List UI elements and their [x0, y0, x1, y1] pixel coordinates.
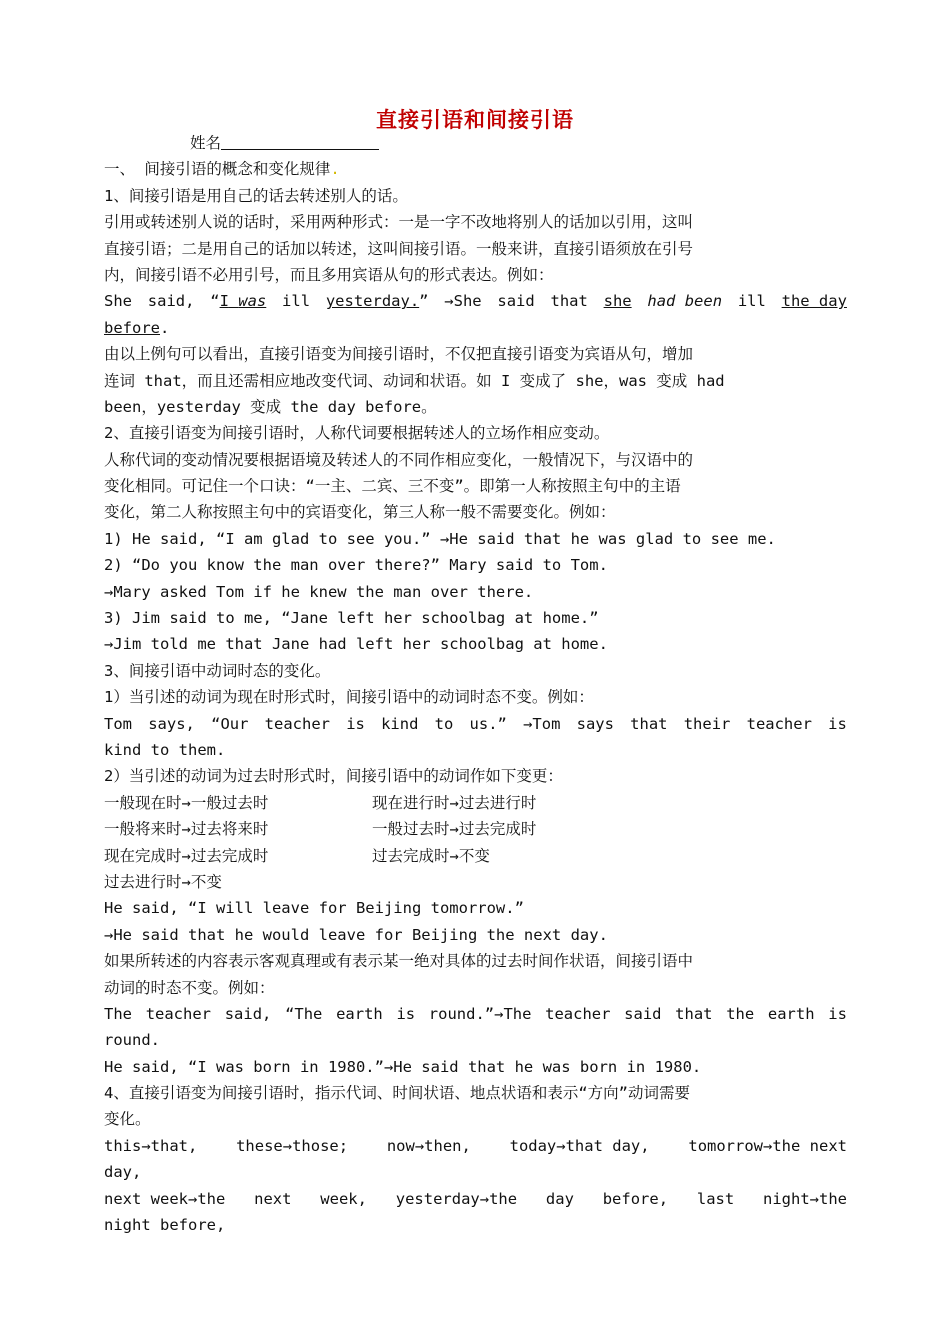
- word: that: [675, 1004, 713, 1023]
- word: their: [683, 714, 731, 733]
- section-heading: 一、 间接引语的概念和变化规律.: [104, 160, 340, 179]
- word: last: [696, 1189, 735, 1208]
- example-line: [104, 1186, 847, 1212]
- word: “The: [285, 1004, 323, 1023]
- tense-left: 一般现在时→一般过去时: [104, 793, 269, 812]
- tense-right: 过去完成时→不变: [372, 846, 490, 865]
- name-field-row: [104, 130, 847, 156]
- word: yesterday→the: [395, 1189, 518, 1208]
- word: next week→the: [104, 1189, 226, 1208]
- example-line: [104, 1001, 847, 1027]
- example-line: [104, 1133, 847, 1159]
- subsection-title: 变化。: [104, 1110, 151, 1129]
- tense-left: 过去进行时→不变: [104, 872, 222, 891]
- paragraph-line: 2）当引述的动词为过去时形式时，间接引语中的动词作如下变更：: [104, 767, 563, 786]
- word: day: [545, 1189, 574, 1208]
- example-line: →He said that he would leave for Beijing the next day.: [104, 925, 608, 944]
- subsection-title: 4、直接引语变为间接引语时，指示代词、时间状语、地点状语和表示“方向”动词需要: [104, 1084, 690, 1103]
- example-line: round.: [104, 1031, 160, 1050]
- word: today→that day,: [509, 1136, 650, 1155]
- word: to: [434, 714, 454, 733]
- word: said,: [224, 1004, 272, 1023]
- paragraph-line: been，yesterday 变成 the day before。: [104, 397, 437, 416]
- example-line: 2) “Do you know the man over there?” Mary said to Tom.: [104, 556, 608, 575]
- word: night→the: [763, 1189, 847, 1208]
- paragraph-line: 连词 that，而且还需相应地改变代词、动词和状语。如 I 变成了 she，was 变成 had: [104, 371, 725, 390]
- tense-row: [104, 843, 847, 869]
- word: is: [346, 714, 365, 733]
- document-body: [104, 130, 847, 1238]
- paragraph-line: 动词的时态不变。例如：: [104, 978, 275, 997]
- word: us.”: [469, 714, 507, 733]
- example-line: before.: [104, 318, 170, 337]
- word: next: [254, 1189, 292, 1208]
- example-line: 1) He said, “I am glad to see you.” →He said that he was glad to see me.: [104, 529, 776, 548]
- paragraph-line: 人称代词的变动情况要根据语境及转述人的不同作相应变化，一般情况下，与汉语中的: [104, 450, 694, 469]
- word: now→then,: [386, 1136, 471, 1155]
- paragraph-line: 如果所转述的内容表示客观真理或有表示某一绝对具体的过去时间作状语，间接引语中: [104, 952, 694, 971]
- word: tomorrow→the next: [688, 1136, 847, 1155]
- example-line: →Mary asked Tom if he knew the man over there.: [104, 582, 534, 601]
- word: Tom: [104, 714, 132, 733]
- example-line: kind to them.: [104, 740, 226, 759]
- word: “Our: [211, 714, 249, 733]
- example-line: 3) Jim said to me, “Jane left her schoolbag at home.”: [104, 609, 599, 628]
- paragraph-line: 直接引语；二是用自己的话加以转述，这叫间接引语。一般来讲，直接引语须放在引号: [104, 239, 694, 258]
- example-line: He said, “I was born in 1980.”→He said that he was born in 1980.: [104, 1057, 702, 1076]
- document-title: 直接引语和间接引语: [376, 108, 574, 132]
- word: The: [104, 1004, 132, 1023]
- name-label: 姓名: [190, 134, 222, 152]
- paragraph-line: 1）当引述的动词为现在时形式时，间接引语中的动词时态不变。例如：: [104, 688, 594, 707]
- example-line: He said, “I will leave for Beijing tomorrow.”: [104, 899, 524, 918]
- paragraph-line: 由以上例句可以看出，直接引语变为间接引语时，不仅把直接引语变为宾语从句，增加: [104, 345, 694, 364]
- word: says: [576, 714, 614, 733]
- paragraph-line: 内，间接引语不必用引号，而且多用宾语从句的形式表达。例如：: [104, 265, 554, 284]
- word: these→those;: [236, 1136, 349, 1155]
- subsection-title: 1、间接引语是用自己的话去转述别人的话。: [104, 186, 408, 205]
- paragraph-line: 变化相同。可记住一个口诀：“一主、二宾、三不变”。即第一人称按照主句中的主语: [104, 477, 681, 496]
- tense-left: 现在完成时→过去完成时: [104, 846, 269, 865]
- word: before,: [602, 1189, 669, 1208]
- word: is: [396, 1004, 416, 1023]
- word: earth: [767, 1004, 815, 1023]
- tense-row: [104, 869, 847, 895]
- word: →Tom: [523, 714, 561, 733]
- word: is: [828, 1004, 847, 1023]
- example-line: →Jim told me that Jane had left her schoolbag at home.: [104, 635, 608, 654]
- word: teacher: [264, 714, 330, 733]
- example-line: day,: [104, 1163, 142, 1182]
- tense-row: [104, 816, 847, 842]
- word: says,: [148, 714, 195, 733]
- name-blank-line[interactable]: [221, 132, 379, 150]
- word: round.”→The: [428, 1004, 532, 1023]
- tense-change-table: [104, 790, 847, 896]
- tense-left: 一般将来时→过去将来时: [104, 820, 269, 839]
- tense-row: [104, 790, 847, 816]
- paragraph-line: 引用或转述别人说的话时，采用两种形式：一是一字不改地将别人的话加以引用，这叫: [104, 213, 694, 232]
- subsection-title: 2、直接引语变为间接引语时，人称代词要根据转述人的立场作相应变动。: [104, 424, 610, 443]
- word: earth: [336, 1004, 383, 1023]
- word: said: [624, 1004, 662, 1023]
- word: this→that,: [104, 1136, 198, 1155]
- paragraph-line: 变化，第二人称按照主句中的宾语变化，第三人称一般不需要变化。例如：: [104, 503, 616, 522]
- word: the: [726, 1004, 755, 1023]
- example-line: [104, 711, 847, 737]
- word: teacher: [145, 1004, 212, 1023]
- example-line: night before,: [104, 1216, 226, 1235]
- word: week,: [320, 1189, 367, 1208]
- word: teacher: [545, 1004, 611, 1023]
- word: is: [828, 714, 847, 733]
- tense-right: 一般过去时→过去完成时: [372, 820, 537, 839]
- example-line: She said, “I was ill yesterday.” →She said that she had been ill the day: [104, 292, 847, 311]
- word: teacher: [746, 714, 812, 733]
- word: that: [630, 714, 668, 733]
- tense-right: 现在进行时→过去进行时: [372, 793, 537, 812]
- word: kind: [381, 714, 419, 733]
- subsection-title: 3、间接引语中动词时态的变化。: [104, 661, 331, 680]
